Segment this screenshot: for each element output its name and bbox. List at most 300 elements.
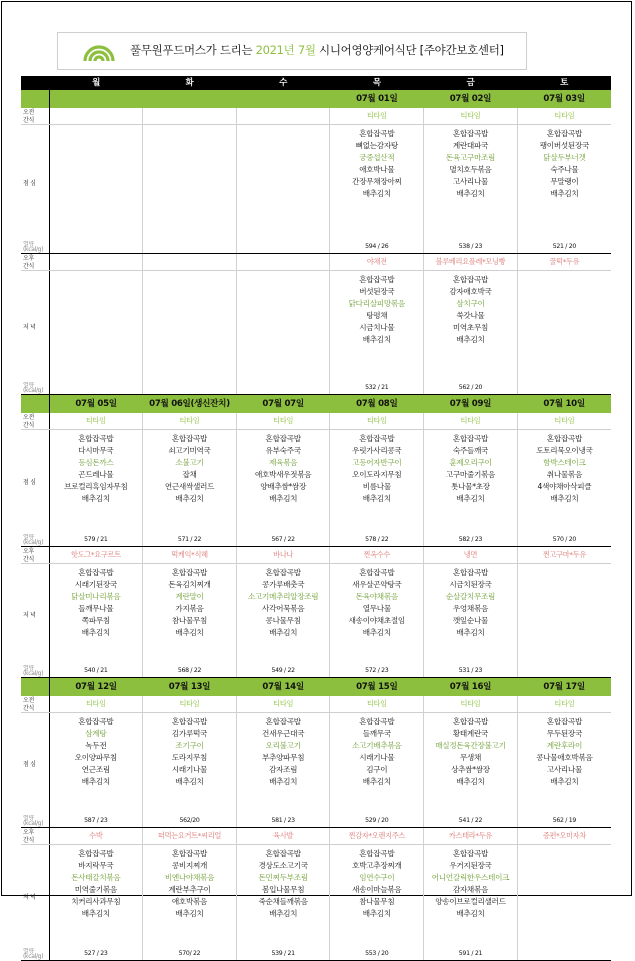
dinner-cell [424, 270, 518, 382]
date-cell: 07월 03일 [517, 90, 611, 108]
lunch-row [21, 125, 611, 241]
menu-item: 뼈없는감자탕 [355, 141, 398, 150]
kcal-label [21, 241, 49, 254]
dinner-cell [143, 563, 237, 665]
kcal-value: 549 / 22 [236, 665, 330, 678]
afternoon-snack-cell: 블루베리요플레*모닝빵 [424, 253, 518, 270]
afternoon-snack-cell: 바나나 [236, 546, 330, 563]
date-row-label [21, 90, 49, 108]
menu-item: 배추김치 [81, 908, 110, 918]
morning-snack-cell: 티타임 [236, 696, 330, 713]
dinner-cell [49, 844, 143, 948]
date-row-label [21, 678, 49, 697]
kcal-value: 594 / 26 [330, 241, 424, 254]
menu-item: 혼합잡곡밥 [78, 567, 114, 577]
menu-item: 비엔나야채볶음 [164, 872, 215, 882]
lunch-cell [424, 125, 518, 241]
menu-item: 배추김치 [456, 494, 485, 503]
menu-item: 쇠고기미역국 [168, 446, 211, 455]
lunch-cell [143, 430, 237, 534]
menu-item: 훈제오리구이 [449, 458, 492, 467]
lunch-cell [517, 125, 611, 241]
menu-item: 도토리묵오이냉국 [536, 446, 593, 455]
morning-snack-label-text: 오전 [23, 414, 34, 421]
kcal-label-text: (kcal/g) [23, 670, 44, 677]
menu-item: 새우살곤약탕국 [352, 579, 402, 589]
date-cell: 07월 05일 [49, 395, 143, 414]
menu-item: 계란대파국 [452, 141, 489, 150]
menu-item: 혼합잡곡밥 [359, 717, 395, 726]
morning-snack-cell: 티타임 [517, 696, 611, 713]
menu-item: 콩나물무침 [265, 615, 301, 625]
date-row-label [21, 395, 49, 414]
dinner-label [21, 563, 49, 665]
morning-snack-label [21, 696, 49, 713]
weekday-header: 수 [236, 76, 330, 90]
date-cell: 07월 15일 [330, 678, 424, 697]
lunch-cell [330, 713, 424, 815]
menu-item: 바지락무국 [78, 860, 114, 870]
menu-item: 탕평채 [366, 310, 388, 320]
afternoon-snack-cell [143, 253, 237, 270]
menu-item: 배추김치 [456, 189, 485, 198]
menu-item: 돈사태갈치볶음 [71, 872, 121, 882]
kcal-value: 538 / 23 [424, 241, 518, 254]
lunch-label-text: 점 심 [23, 761, 36, 769]
menu-item: 애호박나물 [359, 165, 395, 174]
menu-item: 등심돈까스 [78, 458, 114, 467]
menu-item: 연근조림 [81, 765, 110, 774]
menu-item: 들깨무나물 [78, 603, 114, 613]
kcal-label-text: 열량 [23, 814, 34, 822]
morning-snack-cell: 티타임 [424, 108, 518, 125]
kcal-value: 591 / 21 [424, 948, 518, 961]
dinner-cell [143, 844, 237, 948]
kcal-value: 578 / 22 [330, 534, 424, 547]
menu-item: 배추김치 [175, 494, 204, 503]
menu-item: 숙주들깨국 [452, 446, 489, 455]
menu-item: 무생채 [459, 753, 481, 762]
date-cell: 07월 17일 [517, 678, 611, 697]
date-cell: 07월 10일 [517, 395, 611, 414]
menu-item: 잡채 [182, 470, 197, 479]
kcal-label [21, 665, 49, 678]
lunch-label [21, 125, 49, 241]
morning-snack-cell [143, 108, 237, 125]
menu-item: 혼합잡곡밥 [546, 129, 582, 138]
date-cell [143, 90, 237, 108]
menu-item: 배추김치 [81, 777, 110, 786]
menu-item: 시금치된장국 [449, 579, 492, 589]
menu-item: 고사리나물 [546, 765, 582, 774]
kcal-value: 570 / 20 [517, 534, 611, 547]
menu-item: 시래기나물 [171, 765, 208, 774]
afternoon-snack-cell [49, 253, 143, 270]
menu-item: 연근새싹샐러드 [164, 482, 215, 491]
dinner-cell [49, 270, 143, 382]
dinner-label-text: 저 녁 [23, 893, 36, 901]
brand-logo-icon [82, 37, 116, 63]
menu-item: 혼합잡곡밥 [171, 717, 208, 726]
kcal-label-text: 열량 [23, 382, 34, 389]
kcal-label-text: (kcal/g) [23, 245, 44, 253]
menu-item: 감자조림 [269, 765, 298, 774]
dinner-cell [236, 844, 330, 948]
morning-snack-label-text: 간식 [23, 117, 34, 124]
morning-snack-cell: 티타임 [330, 413, 424, 430]
menu-item: 멸치호두볶음 [449, 165, 492, 174]
weekday-header: 토 [517, 76, 611, 90]
menu-item: 김가루떡국 [171, 729, 208, 738]
afternoon-snack-cell: 핫도그*요구르트 [49, 546, 143, 563]
date-cell: 07월 14일 [236, 678, 330, 697]
dinner-label-text: 저 녁 [23, 611, 36, 619]
menu-item: 배추김치 [362, 494, 391, 503]
date-cell: 07월 12일 [49, 678, 143, 697]
dinner-cell [517, 844, 611, 948]
afternoon-snack-row [21, 827, 611, 844]
menu-item: 건새우근대국 [262, 729, 305, 738]
kcal-value [143, 382, 237, 395]
kcal-label [21, 534, 49, 547]
menu-item: 참나물무침 [171, 615, 208, 625]
date-cell: 07월 06일(생신잔치) [143, 395, 237, 414]
menu-item: 콩비지찌개 [171, 860, 208, 870]
lunch-cell [517, 430, 611, 534]
menu-item: 숙주나물 [550, 165, 579, 174]
menu-item: 쑥갓나물 [456, 310, 485, 320]
date-cell [49, 90, 143, 108]
menu-item: 황태계란국 [452, 729, 489, 738]
menu-header [57, 32, 527, 70]
menu-item: 콩나물애호박볶음 [536, 753, 593, 762]
afternoon-snack-cell: 떡케익*식혜 [143, 546, 237, 563]
morning-snack-cell: 티타임 [517, 108, 611, 125]
kcal-label-text: (kcal/g) [23, 387, 44, 394]
menu-item: 소고기메추리알장조림 [247, 591, 319, 601]
menu-item: 깻잎순나물 [452, 615, 489, 625]
afternoon-snack-cell: 꿀떡*두유 [517, 253, 611, 270]
dinner-cell [330, 270, 424, 382]
afternoon-snack-label-text: 오후 [23, 828, 34, 836]
menu-item: 열무나물 [362, 603, 391, 613]
afternoon-snack-cell: 야채전 [330, 253, 424, 270]
dinner-cell [424, 563, 518, 665]
menu-item: 배추김치 [269, 908, 298, 918]
dinner-label-text: 저 녁 [23, 323, 36, 331]
dinner-cell [424, 844, 518, 948]
menu-item: 혼합잡곡밥 [452, 274, 489, 284]
weekday-header: 금 [424, 76, 518, 90]
date-cell: 07월 13일 [143, 678, 237, 697]
menu-item: 계란후라이 [546, 741, 582, 750]
morning-snack-row [21, 696, 611, 713]
menu-item: 배추김치 [362, 189, 391, 198]
menu-item: 무말랭이 [550, 177, 579, 186]
kcal-value: 582 / 23 [424, 534, 518, 547]
menu-item: 시래기된장국 [74, 579, 117, 589]
menu-item: 콩가루배춧국 [262, 579, 305, 589]
menu-item: 혼합잡곡밥 [171, 567, 208, 577]
date-cell: 07월 01일 [330, 90, 424, 108]
menu-item: 도라지무침 [171, 753, 208, 762]
menu-item: 쪽파무침 [81, 615, 110, 625]
kcal-value: 567 / 22 [236, 534, 330, 547]
menu-item: 배추김치 [456, 908, 485, 918]
menu-item: 배추김치 [81, 494, 110, 503]
afternoon-snack-label [21, 253, 49, 270]
menu-item: 혼합잡곡밥 [265, 567, 301, 577]
lunch-label [21, 713, 49, 815]
morning-snack-label [21, 413, 49, 430]
menu-item: 죽순채들깨볶음 [258, 896, 308, 906]
afternoon-snack-label [21, 546, 49, 563]
afternoon-snack-cell: 수박 [49, 827, 143, 844]
menu-item: 새송이마늘볶음 [352, 884, 402, 894]
kcal-label-text: (kcal/g) [23, 953, 44, 960]
afternoon-snack-label-text: 간식 [23, 555, 34, 563]
kcal-value: 570/ 22 [143, 948, 237, 961]
morning-snack-cell [236, 108, 330, 125]
menu-item: 곤드레나물 [78, 470, 114, 479]
menu-item: 혼합잡곡밥 [265, 717, 301, 726]
menu-item: 배추김치 [175, 777, 204, 786]
kcal-label-text: 열량 [23, 665, 34, 672]
menu-item: 돈육김치찌개 [168, 579, 211, 589]
morning-snack-cell: 티타임 [143, 696, 237, 713]
corner-cell [21, 76, 49, 90]
menu-item: 우거지된장국 [449, 860, 492, 870]
morning-snack-label-text: 오전 [23, 697, 34, 704]
lunch-cell [424, 430, 518, 534]
kcal-label-text: (kcal/g) [23, 538, 44, 546]
afternoon-snack-cell: 떠먹는요거트*씨리얼 [143, 827, 237, 844]
page-title: 풀무원푸드머스가 드리는 2021년 7월 시니어영양케어식단 [주야간보호센터] [130, 43, 504, 57]
kcal-value [517, 948, 611, 961]
menu-item: 감자채볶음 [452, 884, 489, 894]
menu-item: 톳나물*초장 [451, 482, 490, 491]
morning-snack-cell: 티타임 [424, 696, 518, 713]
kcal-value: 568 / 22 [143, 665, 237, 678]
menu-item: 고구마줄기볶음 [445, 470, 496, 479]
kcal-value [49, 241, 143, 254]
kcal-value: 579 / 21 [49, 534, 143, 547]
menu-item: 매실정돈육간장불고기 [435, 741, 506, 750]
dinner-cell [330, 844, 424, 948]
menu-item: 오이도라지무침 [352, 470, 402, 479]
morning-snack-cell: 티타임 [49, 413, 143, 430]
menu-item: 4색야채아삭피클 [537, 482, 592, 491]
weekday-header: 화 [143, 76, 237, 90]
menu-item: 배추김치 [456, 777, 485, 786]
kcal-label [21, 382, 49, 395]
morning-snack-cell: 티타임 [330, 696, 424, 713]
menu-item: 참나물무침 [359, 896, 395, 906]
kcal-value [143, 241, 237, 254]
menu-item: 혼합잡곡밥 [359, 567, 395, 577]
menu-item: 김구이 [366, 765, 388, 774]
menu-item: 시금치나물 [359, 322, 395, 332]
menu-item: 혼합잡곡밥 [78, 717, 114, 726]
date-row [21, 90, 611, 108]
kcal-value: 527 / 23 [49, 948, 143, 961]
menu-item: 경상도소고기국 [258, 860, 308, 870]
kcal-value: 553 / 20 [330, 948, 424, 961]
kcal-value: 521 / 20 [517, 241, 611, 254]
lunch-cell [517, 713, 611, 815]
menu-item: 배추김치 [269, 627, 298, 637]
kcal-value: 581 / 23 [236, 815, 330, 828]
kcal-label-text: 열량 [23, 240, 34, 248]
kcal-value: 539 / 21 [236, 948, 330, 961]
menu-item: 무두된장국 [546, 729, 582, 738]
date-row [21, 395, 611, 414]
weekday-header: 목 [330, 76, 424, 90]
menu-item: 혼합잡곡밥 [452, 434, 489, 443]
menu-item: 양송이브로컬리샐러드 [435, 896, 506, 906]
menu-item: 궁중섭산적 [359, 153, 395, 162]
lunch-cell [236, 713, 330, 815]
morning-snack-cell: 티타임 [143, 413, 237, 430]
weekday-header-row [21, 76, 611, 90]
lunch-label-text: 점 심 [23, 180, 36, 188]
dinner-kcal-row [21, 665, 611, 678]
menu-item: 소불고기 [175, 458, 204, 467]
date-cell: 07월 16일 [424, 678, 518, 697]
menu-item: 순살갈치무조림 [445, 591, 496, 601]
lunch-cell [236, 430, 330, 534]
dinner-label [21, 270, 49, 382]
afternoon-snack-label-text: 오후 [23, 547, 34, 555]
dinner-kcal-row [21, 948, 611, 961]
menu-item: 감자애호박국 [449, 286, 492, 296]
dinner-label [21, 844, 49, 948]
kcal-label-text: 열량 [23, 533, 34, 541]
menu-item: 부추양파무침 [262, 753, 305, 762]
kcal-label [21, 948, 49, 961]
afternoon-snack-label [21, 827, 49, 844]
menu-item: 삼치구이 [456, 298, 485, 308]
morning-snack-label [21, 108, 49, 125]
menu-item: 오리불고기 [265, 741, 301, 750]
morning-snack-cell: 티타임 [236, 413, 330, 430]
menu-item: 배추김치 [269, 494, 298, 503]
kcal-value: 532 / 21 [330, 382, 424, 395]
kcal-value: 572 / 23 [330, 665, 424, 678]
morning-snack-cell [49, 108, 143, 125]
menu-item: 혼합잡곡밥 [78, 434, 114, 443]
dinner-cell [49, 563, 143, 665]
menu-item: 혼합잡곡밥 [452, 567, 489, 577]
menu-item: 새송이야채초절임 [348, 615, 405, 625]
date-row [21, 678, 611, 697]
menu-item: 배추김치 [81, 627, 110, 637]
lunch-kcal-row [21, 815, 611, 828]
weekly-menu-table [21, 76, 611, 961]
kcal-value: 587 / 23 [49, 815, 143, 828]
lunch-cell [424, 713, 518, 815]
menu-item: 우릿가사리콩국 [352, 446, 402, 455]
menu-item: 삼계탕 [85, 729, 107, 738]
menu-item: 혼합잡곡밥 [265, 848, 301, 858]
afternoon-snack-cell [236, 253, 330, 270]
morning-snack-cell: 티타임 [330, 108, 424, 125]
afternoon-snack-cell: 찐고구마*두유 [517, 546, 611, 563]
menu-item: 제육볶음 [269, 458, 298, 467]
kcal-value: 562 / 19 [517, 815, 611, 828]
menu-item: 배추김치 [362, 777, 391, 786]
kcal-value [49, 382, 143, 395]
menu-item: 고등어자반구이 [352, 458, 402, 467]
menu-item: 치커리사과무침 [71, 896, 121, 906]
menu-item: 녹두전 [85, 741, 107, 750]
lunch-cell [49, 430, 143, 534]
kcal-value: 541 / 22 [424, 815, 518, 828]
date-cell: 07월 07일 [236, 395, 330, 414]
lunch-label-text: 점 심 [23, 479, 36, 487]
menu-item: 시래기나물 [359, 753, 395, 762]
lunch-kcal-row [21, 241, 611, 254]
menu-item: 돈육고구마조림 [445, 153, 496, 162]
menu-item: 봄입나물무침 [262, 884, 305, 894]
menu-item: 함박스테이크 [543, 458, 586, 467]
menu-item: 비름나물 [362, 482, 391, 491]
dinner-cell [330, 563, 424, 665]
kcal-value [236, 241, 330, 254]
morning-snack-label-text: 간식 [23, 422, 34, 429]
morning-snack-cell: 티타임 [517, 413, 611, 430]
menu-item: 취나물볶음 [546, 470, 582, 479]
menu-item: 조기구이 [175, 741, 204, 750]
morning-snack-label-text: 간식 [23, 705, 34, 712]
menu-item: 혼합잡곡밥 [78, 848, 114, 858]
afternoon-snack-cell: 육사발 [236, 827, 330, 844]
menu-item: 배추김치 [362, 627, 391, 637]
lunch-cell [49, 713, 143, 815]
menu-item: 배추김치 [550, 777, 579, 786]
menu-item: 팽이버섯된장국 [539, 141, 590, 150]
menu-item: 배추김치 [269, 777, 298, 786]
lunch-cell [330, 125, 424, 241]
dinner-cell [143, 270, 237, 382]
menu-item: 배추김치 [550, 189, 579, 198]
menu-item: 닭다리살피망볶음 [348, 298, 405, 308]
menu-item: 사각어묵볶음 [262, 603, 305, 613]
date-cell: 07월 08일 [330, 395, 424, 414]
lunch-label [21, 430, 49, 534]
afternoon-snack-label-text: 오후 [23, 254, 34, 262]
menu-item: 양배추쌈*쌈장 [260, 482, 306, 491]
kcal-value: 571 / 22 [143, 534, 237, 547]
menu-item: 혼합잡곡밥 [171, 848, 208, 858]
menu-item: 고사리나물 [452, 177, 489, 186]
menu-item: 임연수구이 [359, 872, 395, 882]
lunch-row [21, 713, 611, 815]
dinner-cell [517, 563, 611, 665]
menu-item: 미역초무침 [452, 322, 489, 332]
lunch-cell [143, 713, 237, 815]
lunch-cell [236, 125, 330, 241]
menu-item: 닭살두부너겟 [543, 153, 586, 162]
menu-item: 혼합잡곡밥 [359, 434, 395, 443]
menu-item: 유부숙주국 [265, 446, 301, 455]
morning-snack-cell: 티타임 [49, 696, 143, 713]
menu-item: 혼합잡곡밥 [359, 274, 395, 284]
menu-item: 애호박새우젓볶음 [254, 470, 312, 479]
afternoon-snack-cell: 증편*오미자차 [517, 827, 611, 844]
menu-item: 브로컬리흑임자무침 [64, 482, 128, 491]
kcal-label [21, 815, 49, 828]
